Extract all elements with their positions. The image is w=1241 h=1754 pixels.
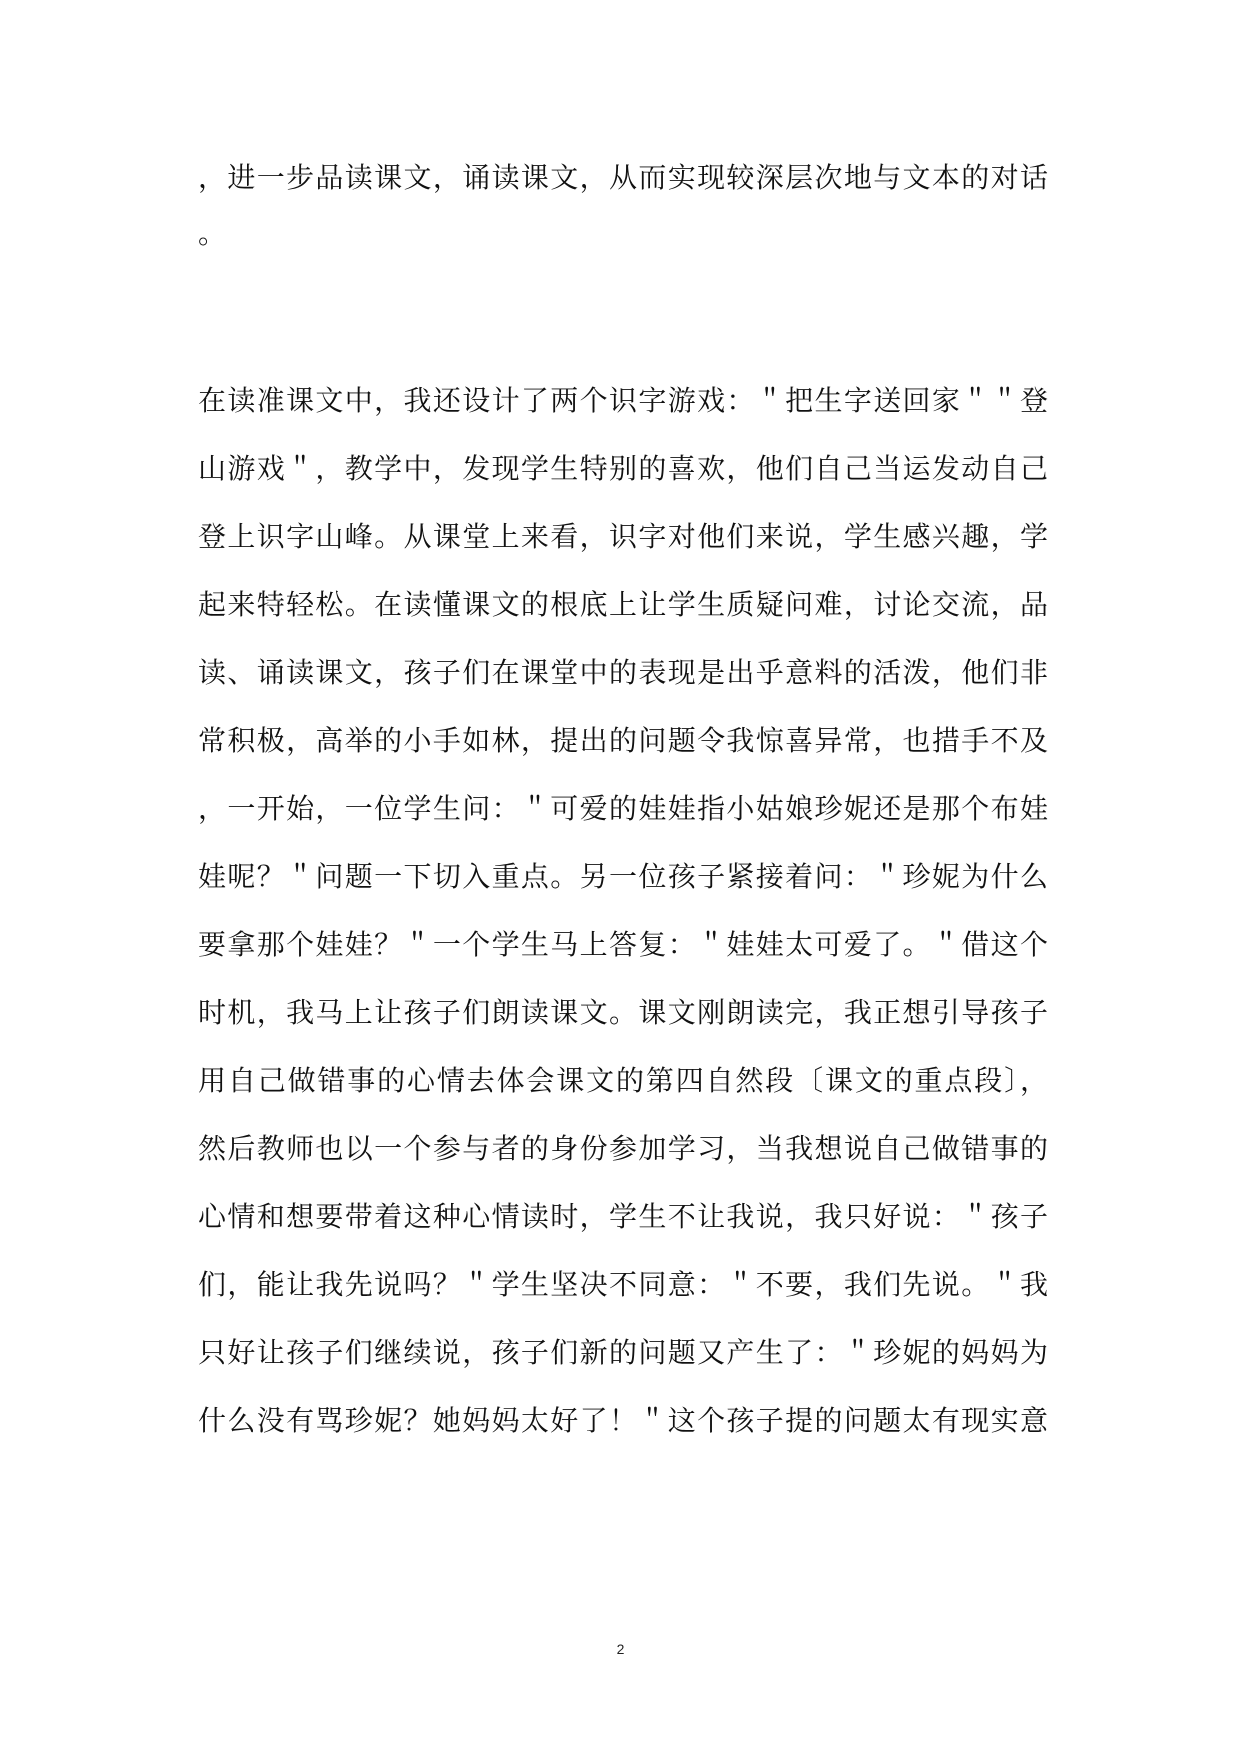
text-line-11: 要拿那个娃娃？＂一个学生马上答复：＂娃娃太可爱了。＂借这个 [198, 928, 1048, 961]
text-line-14: 然后教师也以一个参与者的身份参加学习，当我想说自己做错事的 [198, 1132, 1048, 1165]
text-line-17: 只好让孩子们继续说，孩子们新的问题又产生了：＂珍妮的妈妈为 [198, 1336, 1048, 1369]
page-number: 2 [616, 1641, 625, 1657]
text-line-13: 用自己做错事的心情去体会课文的第四自然段〔课文的重点段〕， [198, 1064, 1048, 1097]
text-line-5: 登上识字山峰。从课堂上来看，识字对他们来说，学生感兴趣，学 [198, 520, 1048, 553]
text-line-2: 。 [198, 217, 227, 250]
text-line-8: 常积极，高举的小手如林，提出的问题令我惊喜异常，也措手不及 [198, 724, 1048, 757]
text-line-3: 在读准课文中，我还设计了两个识字游戏：＂把生字送回家＂＂登 [198, 384, 1048, 417]
text-line-18: 什么没有骂珍妮？她妈妈太好了！＂这个孩子提的问题太有现实意 [198, 1404, 1048, 1437]
text-line-1: ，进一步品读课文，诵读课文，从而实现较深层次地与文本的对话 [198, 161, 1048, 194]
text-line-16: 们，能让我先说吗？＂学生坚决不同意：＂不要，我们先说。＂我 [198, 1268, 1048, 1301]
text-line-9: ，一开始，一位学生问：＂可爱的娃娃指小姑娘珍妮还是那个布娃 [198, 792, 1048, 825]
text-line-10: 娃呢？＂问题一下切入重点。另一位孩子紧接着问：＂珍妮为什么 [198, 860, 1048, 893]
text-line-15: 心情和想要带着这种心情读时，学生不让我说，我只好说：＂孩子 [198, 1200, 1048, 1233]
text-line-12: 时机，我马上让孩子们朗读课文。课文刚朗读完，我正想引导孩子 [198, 996, 1048, 1029]
text-line-6: 起来特轻松。在读懂课文的根底上让学生质疑问难，讨论交流，品 [198, 588, 1048, 621]
text-line-4: 山游戏＂，教学中，发现学生特别的喜欢，他们自己当运发动自己 [198, 452, 1048, 485]
text-line-7: 读、诵读课文，孩子们在课堂中的表现是出乎意料的活泼，他们非 [198, 656, 1048, 689]
